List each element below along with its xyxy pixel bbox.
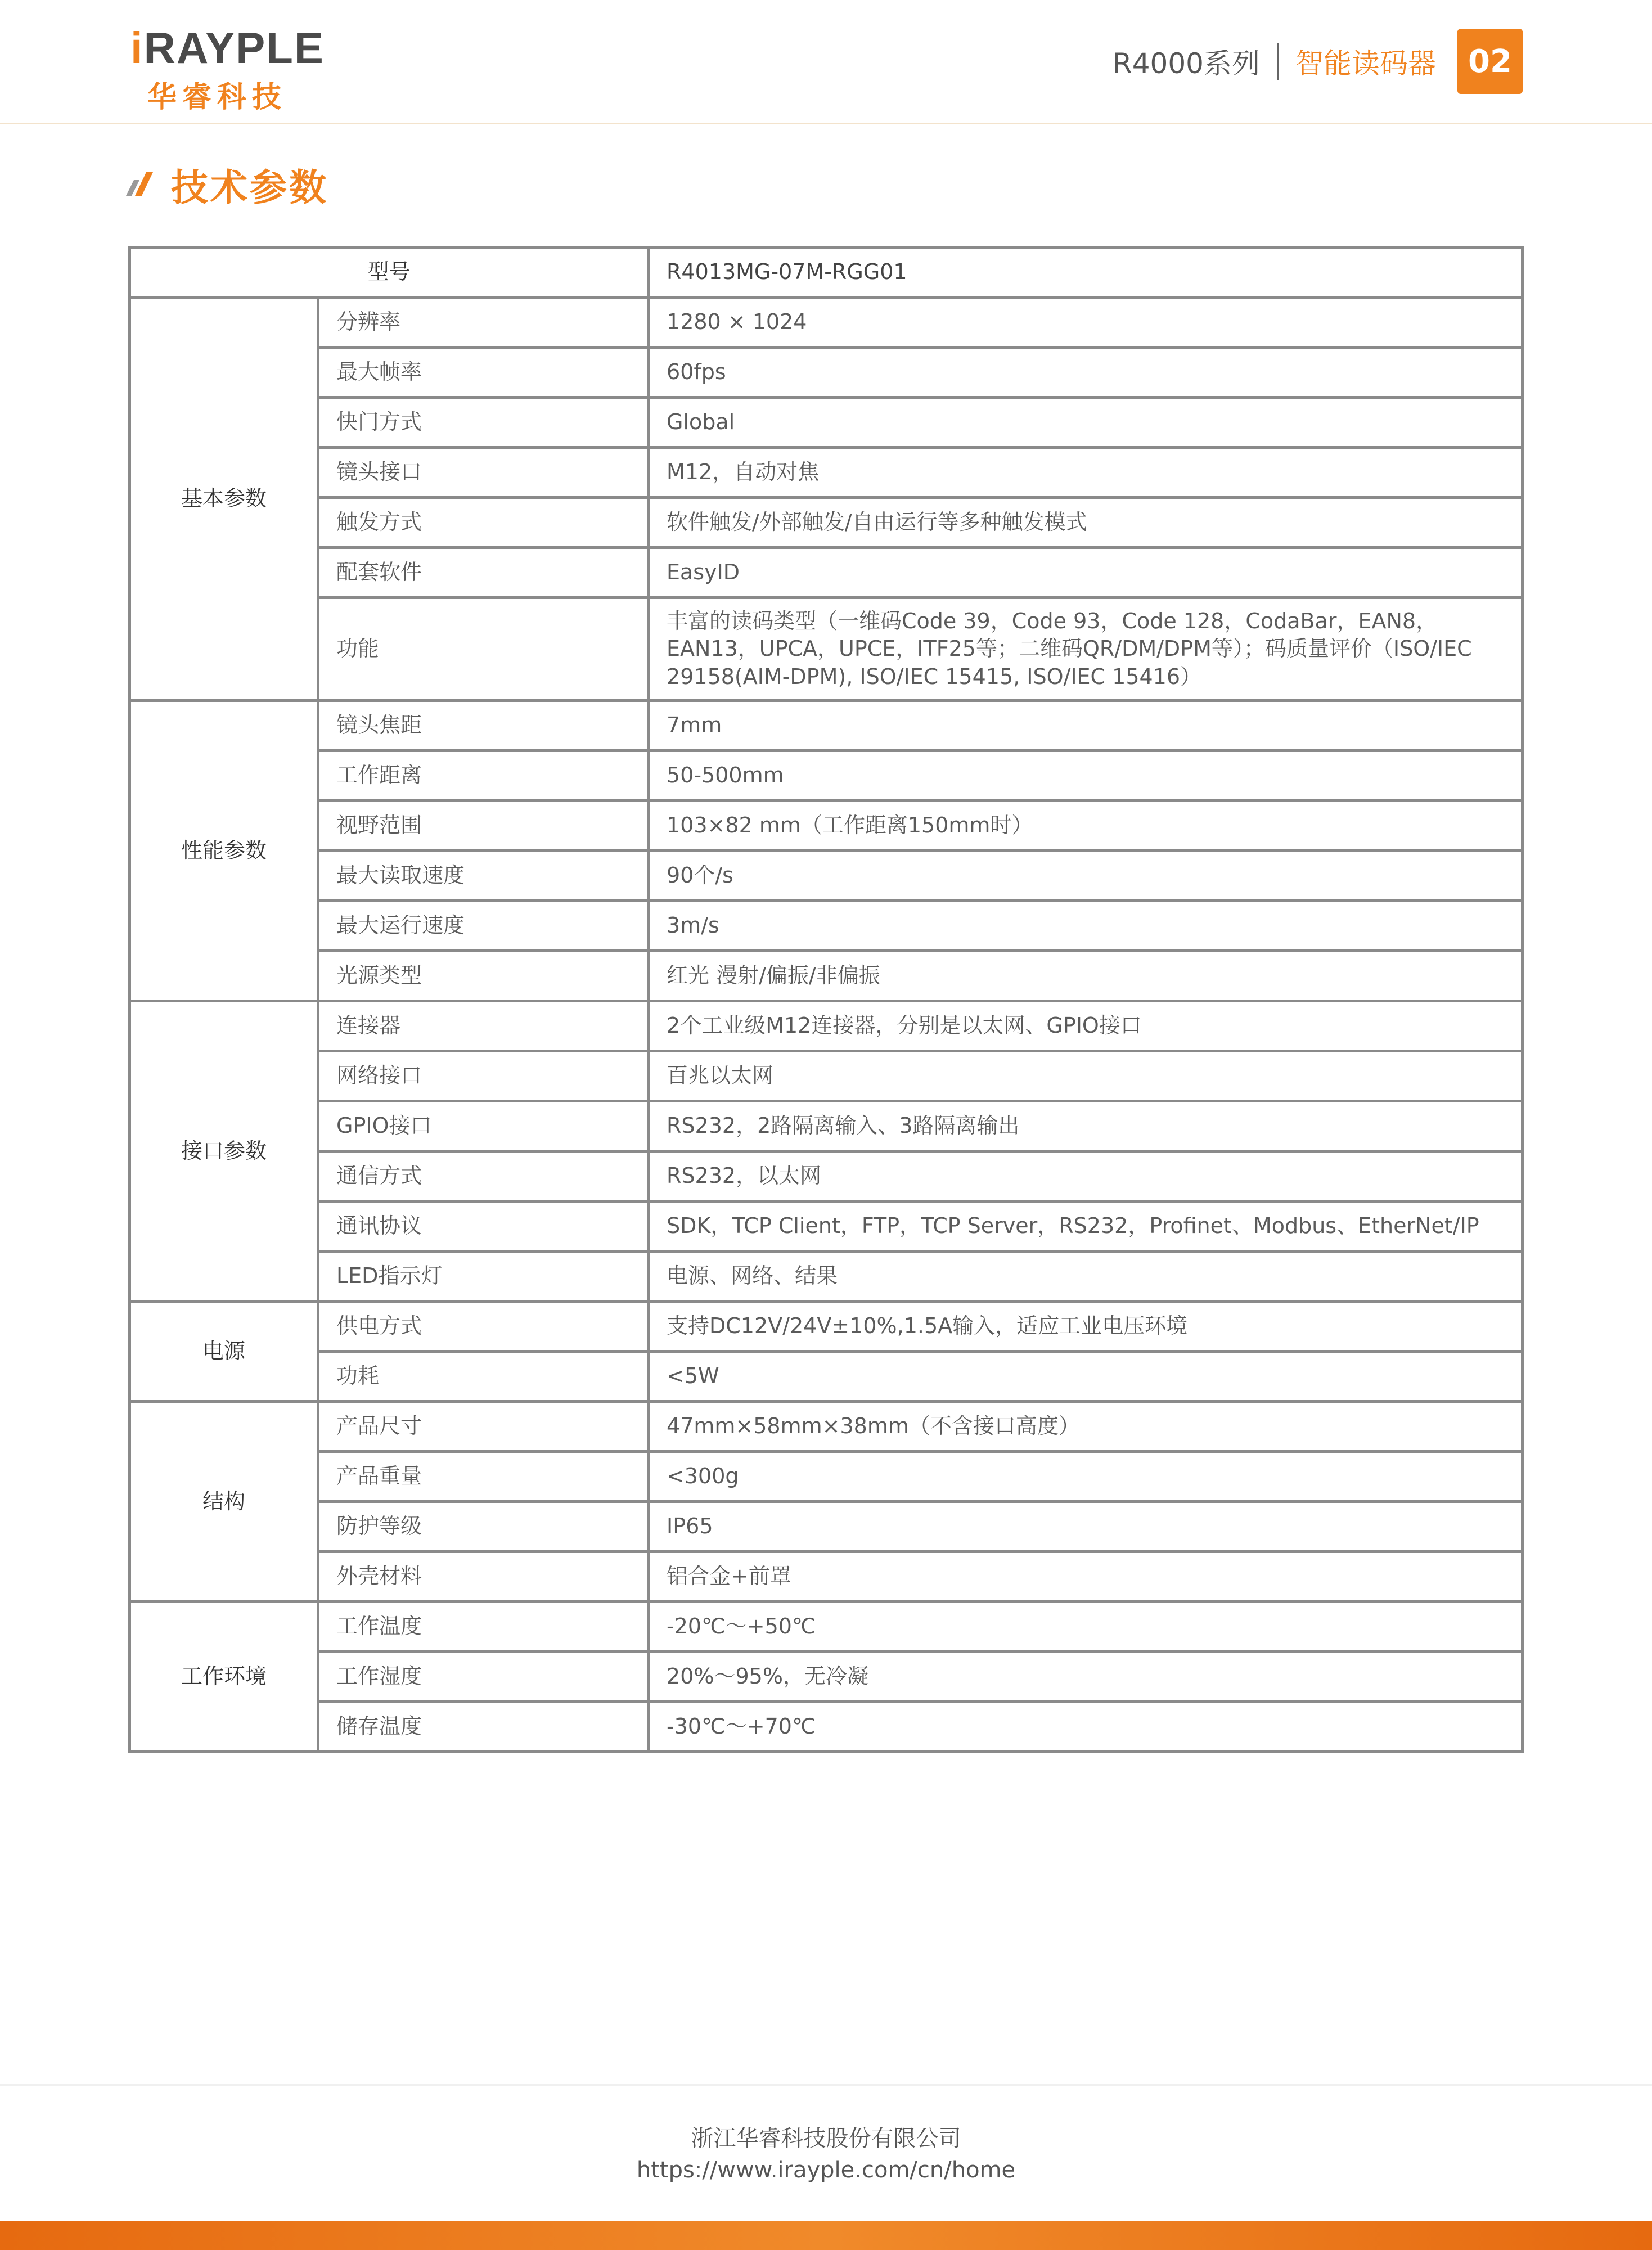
- param-value: 20%～95%，无冷凝: [649, 1652, 1523, 1702]
- spec-table: [128, 246, 1524, 1753]
- logo-chinese: 华睿科技: [147, 80, 287, 114]
- param-value: 1280 × 1024: [649, 298, 1523, 348]
- table-row: [130, 901, 1523, 951]
- param-value: 103×82 mm（工作距离150mm时）: [649, 801, 1523, 851]
- param-label: 视野范围: [318, 801, 649, 851]
- series-label: R4000系列: [1113, 47, 1260, 80]
- table-row: [130, 1352, 1523, 1402]
- param-label: 光源类型: [318, 951, 649, 1001]
- param-value: 电源、网络、结果: [649, 1252, 1523, 1302]
- group-label: 接口参数: [130, 1001, 318, 1302]
- footer-company: 浙江华睿科技股份有限公司: [691, 2126, 961, 2152]
- table-row: [130, 1552, 1523, 1602]
- table-row: [130, 701, 1523, 751]
- table-row: [130, 801, 1523, 851]
- param-label: 配套软件: [318, 548, 649, 598]
- param-value: SDK，TCP Client，FTP，TCP Server，RS232，Profinet、Modbus、EtherNet/IP: [649, 1202, 1523, 1252]
- table-row: [130, 1402, 1523, 1452]
- table-row: [130, 448, 1523, 498]
- param-value: Global: [649, 398, 1523, 448]
- param-value: 90个/s: [649, 851, 1523, 901]
- group-label: 结构: [130, 1402, 318, 1602]
- logo-i: i: [130, 23, 144, 73]
- param-label: 产品尺寸: [318, 1402, 649, 1452]
- table-row-model: [130, 248, 1523, 298]
- param-value: 7mm: [649, 701, 1523, 751]
- param-label: 镜头焦距: [318, 701, 649, 751]
- param-label: 储存温度: [318, 1702, 649, 1752]
- param-label: 外壳材料: [318, 1552, 649, 1602]
- logo-rest: RAYPLE: [143, 23, 325, 73]
- table-row: [130, 951, 1523, 1001]
- header-divider: [1277, 43, 1279, 80]
- header-right: [1113, 28, 1523, 94]
- table-row: [130, 1101, 1523, 1151]
- param-label: 最大帧率: [318, 348, 649, 398]
- param-label: 快门方式: [318, 398, 649, 448]
- param-value: 红光 漫射/偏振/非偏振: [649, 951, 1523, 1001]
- header-divider-line: [0, 123, 1652, 124]
- param-label: 镜头接口: [318, 448, 649, 498]
- param-value: 50-500mm: [649, 751, 1523, 801]
- product-label: 智能读码器: [1295, 47, 1436, 80]
- param-label: 通讯协议: [318, 1202, 649, 1252]
- param-value: RS232，以太网: [649, 1151, 1523, 1202]
- param-value: 47mm×58mm×38mm（不含接口高度）: [649, 1402, 1523, 1452]
- table-row: [130, 1602, 1523, 1652]
- param-label: 通信方式: [318, 1151, 649, 1202]
- param-label: 最大读取速度: [318, 851, 649, 901]
- logo-english: [130, 23, 325, 73]
- param-value: -30℃～+70℃: [649, 1702, 1523, 1752]
- param-label: 触发方式: [318, 498, 649, 548]
- footer-url[interactable]: https://www.irayple.com/cn/home: [636, 2157, 1016, 2183]
- table-row: [130, 598, 1523, 701]
- param-label: GPIO接口: [318, 1101, 649, 1151]
- table-row: [130, 1202, 1523, 1252]
- param-value: -20℃～+50℃: [649, 1602, 1523, 1652]
- table-row: [130, 1252, 1523, 1302]
- param-label: 分辨率: [318, 298, 649, 348]
- table-row: [130, 1051, 1523, 1101]
- param-value: IP65: [649, 1502, 1523, 1552]
- table-row: [130, 298, 1523, 348]
- param-label: 最大运行速度: [318, 901, 649, 951]
- param-value: RS232，2路隔离输入、3路隔离输出: [649, 1101, 1523, 1151]
- table-row: [130, 1001, 1523, 1051]
- param-value: 百兆以太网: [649, 1051, 1523, 1101]
- param-label: 产品重量: [318, 1452, 649, 1502]
- section-title-text: 技术参数: [171, 166, 328, 209]
- group-label: 基本参数: [130, 298, 318, 701]
- param-value: 60fps: [649, 348, 1523, 398]
- param-label: 工作湿度: [318, 1652, 649, 1702]
- section-title: [123, 158, 328, 211]
- table-row: [130, 548, 1523, 598]
- param-value: 3m/s: [649, 901, 1523, 951]
- table-row: [130, 348, 1523, 398]
- table-row: [130, 1452, 1523, 1502]
- param-label: 功耗: [318, 1352, 649, 1402]
- table-row: [130, 1302, 1523, 1352]
- param-label: 工作温度: [318, 1602, 649, 1652]
- group-label: 电源: [130, 1302, 318, 1402]
- group-label: 工作环境: [130, 1602, 318, 1752]
- param-label: 功能: [318, 598, 649, 701]
- param-value: <5W: [649, 1352, 1523, 1402]
- table-row: [130, 1151, 1523, 1202]
- table-row: [130, 1702, 1523, 1752]
- group-label: 性能参数: [130, 701, 318, 1001]
- param-value: 软件触发/外部触发/自由运行等多种触发模式: [649, 498, 1523, 548]
- param-value: <300g: [649, 1452, 1523, 1502]
- param-label: 防护等级: [318, 1502, 649, 1552]
- param-value: 2个工业级M12连接器，分别是以太网、GPIO接口: [649, 1001, 1523, 1051]
- footer-bar: [0, 2221, 1652, 2250]
- slash-marker-icon: [123, 168, 156, 201]
- param-label: 网络接口: [318, 1051, 649, 1101]
- model-value: R4013MG-07M-RGG01: [649, 248, 1523, 298]
- page-number-badge: 02: [1457, 29, 1523, 94]
- model-label: 型号: [130, 248, 649, 298]
- footer-divider: [0, 2084, 1652, 2086]
- table-row: [130, 1502, 1523, 1552]
- param-value: 丰富的读码类型（一维码Code 39，Code 93，Code 128，CodaBar，EAN8，EAN13，UPCA，UPCE，ITF25等；二维码QR/DM/DPM等）；码质量评价（ISO/IEC 29158(AIM-DPM), ISO/IEC 15415, ISO/IEC 15416）: [649, 598, 1523, 701]
- param-value: M12，自动对焦: [649, 448, 1523, 498]
- param-value: EasyID: [649, 548, 1523, 598]
- param-label: 供电方式: [318, 1302, 649, 1352]
- table-row: [130, 851, 1523, 901]
- param-label: 连接器: [318, 1001, 649, 1051]
- param-label: 工作距离: [318, 751, 649, 801]
- table-row: [130, 751, 1523, 801]
- param-value: 铝合金+前罩: [649, 1552, 1523, 1602]
- param-label: LED指示灯: [318, 1252, 649, 1302]
- table-row: [130, 1652, 1523, 1702]
- param-value: 支持DC12V/24V±10%,1.5A输入，适应工业电压环境: [649, 1302, 1523, 1352]
- brand-logo: [130, 23, 325, 115]
- table-row: [130, 498, 1523, 548]
- table-row: [130, 398, 1523, 448]
